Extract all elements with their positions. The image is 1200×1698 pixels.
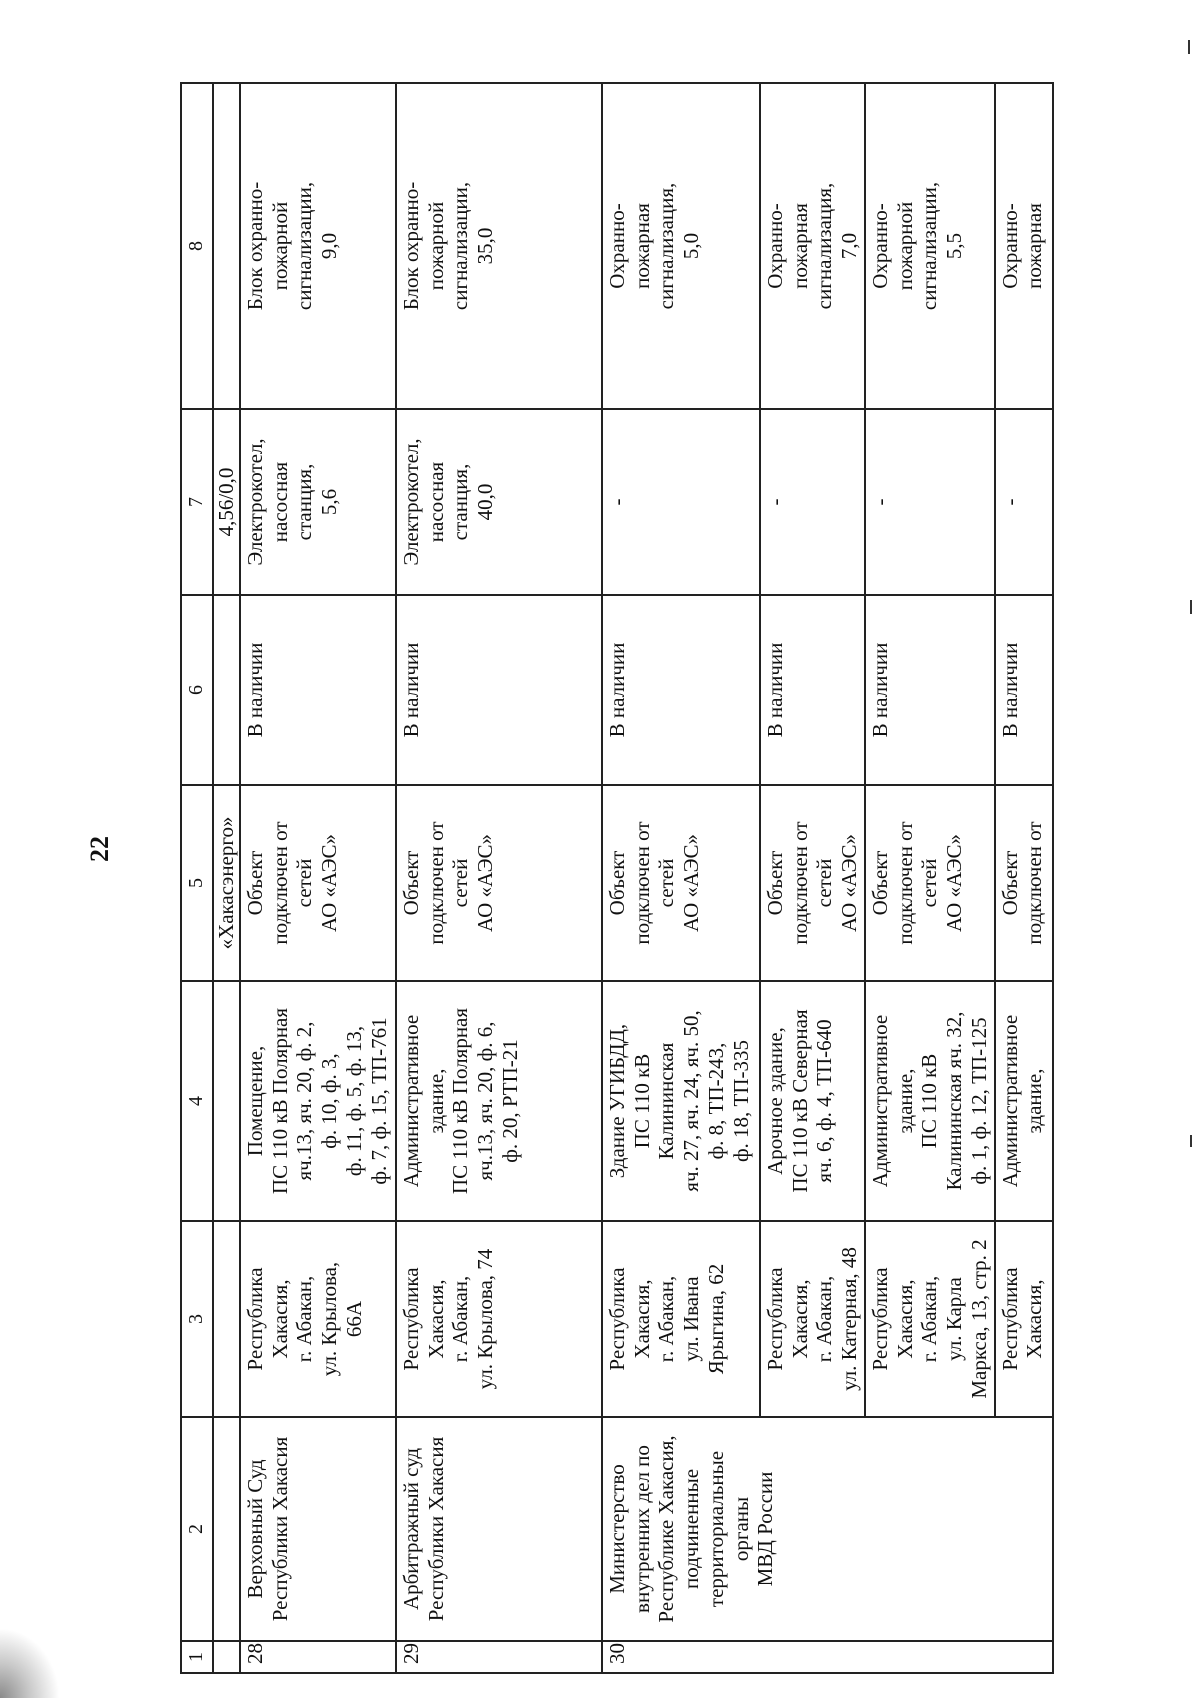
rotated-table-wrapper	[180, 84, 1110, 1674]
column-number: 5	[181, 785, 213, 981]
security-cell: Охранно- пожарная	[995, 83, 1053, 409]
address-cell: Республика Хакасия,	[995, 1221, 1053, 1417]
availability-cell: В наличии	[602, 595, 760, 785]
table-cell	[213, 981, 240, 1221]
table-row	[602, 83, 760, 1673]
equipment-cell: Электрокотел, насосная станция, 40,0	[396, 409, 602, 595]
address-cell: Республика Хакасия, г. Абакан, ул. Крылова, 74	[396, 1221, 602, 1417]
connection-cell: Объект подключен от сетей АО «АЭС»	[602, 785, 760, 981]
data-table	[180, 82, 1054, 1674]
equipment-cell: -	[602, 409, 760, 595]
organization-cell: Арбитражный суд Республики Хакасия	[396, 1417, 602, 1641]
table-cell	[213, 1417, 240, 1641]
page-number: 22	[85, 836, 114, 862]
connection-cell: Объект подключен от сетей АО «АЭС»	[865, 785, 995, 981]
row-number: 28	[240, 1641, 396, 1673]
scan-artifact	[0, 1628, 60, 1698]
security-cell: Блок охранно- пожарной сигнализации, 9,0	[240, 83, 396, 409]
continuation-row	[213, 83, 240, 1673]
table-row	[396, 83, 602, 1673]
security-cell: Охранно- пожарная сигнализация, 5,0	[602, 83, 760, 409]
scan-mark	[1190, 600, 1192, 614]
connection-cell: Объект подключен от сетей АО «АЭС»	[240, 785, 396, 981]
column-number-row	[181, 83, 213, 1673]
table-cell	[213, 1641, 240, 1673]
column-number: 7	[181, 409, 213, 595]
availability-cell: В наличии	[396, 595, 602, 785]
address-cell: Республика Хакасия, г. Абакан, ул. Катерная, 48	[760, 1221, 865, 1417]
connection-cell: Объект подключен от	[995, 785, 1053, 981]
column-number: 8	[181, 83, 213, 409]
table-row	[240, 83, 396, 1673]
equipment-continuation: 4,56/0,0	[213, 409, 240, 595]
connection-continuation: «Хакасэнерго»	[213, 785, 240, 981]
address-cell: Республика Хакасия, г. Абакан, ул. Крылова, 66А	[240, 1221, 396, 1417]
equipment-cell: -	[865, 409, 995, 595]
object-cell: Административное здание, ПС 110 кВ Полярная яч.13, яч. 20, ф. 6, ф. 20, РТП-21	[396, 981, 602, 1221]
table-cell	[213, 1221, 240, 1417]
object-cell: Помещение, ПС 110 кВ Полярная яч.13, яч. 20, ф. 2, ф. 10, ф. 3, ф. 11, ф. 5, ф. 13, ф. 7, ф. 15, ТП-761	[240, 981, 396, 1221]
scan-mark	[1190, 1135, 1192, 1147]
scan-mark	[1188, 40, 1190, 54]
column-number: 3	[181, 1221, 213, 1417]
object-cell: Административное здание,	[995, 981, 1053, 1221]
row-number: 30	[602, 1641, 1053, 1673]
security-cell: Охранно- пожарная сигнализация, 7,0	[760, 83, 865, 409]
column-number: 6	[181, 595, 213, 785]
equipment-cell: Электрокотел, насосная станция, 5,6	[240, 409, 396, 595]
column-number: 1	[181, 1641, 213, 1673]
row-number: 29	[396, 1641, 602, 1673]
table-cell	[213, 595, 240, 785]
availability-cell: В наличии	[760, 595, 865, 785]
connection-cell: Объект подключен от сетей АО «АЭС»	[760, 785, 865, 981]
equipment-cell: -	[995, 409, 1053, 595]
connection-cell: Объект подключен от сетей АО «АЭС»	[396, 785, 602, 981]
address-cell: Республика Хакасия, г. Абакан, ул. Ивана Ярыгина, 62	[602, 1221, 760, 1417]
organization-cell: Верховный Суд Республики Хакасия	[240, 1417, 396, 1641]
equipment-cell: -	[760, 409, 865, 595]
organization-cell: Министерство внутренних дел по Республике Хакасия, подчиненные территориальные органы МВД России	[602, 1417, 1053, 1641]
availability-cell: В наличии	[995, 595, 1053, 785]
column-number: 2	[181, 1417, 213, 1641]
column-number: 4	[181, 981, 213, 1221]
address-cell: Республика Хакасия, г. Абакан, ул. Карла Маркса, 13, стр. 2	[865, 1221, 995, 1417]
table-cell	[213, 83, 240, 409]
security-cell: Блок охранно- пожарной сигнализации, 35,0	[396, 83, 602, 409]
object-cell: Административное здание, ПС 110 кВ Калининская яч. 32, ф. 1, ф. 12, ТП-125	[865, 981, 995, 1221]
security-cell: Охранно- пожарной сигнализации, 5,5	[865, 83, 995, 409]
availability-cell: В наличии	[240, 595, 396, 785]
availability-cell: В наличии	[865, 595, 995, 785]
object-cell: Арочное здание, ПС 110 кВ Северная яч. 6, ф. 4, ТП-640	[760, 981, 865, 1221]
object-cell: Здание УГИБДД, ПС 110 кВ Калининская яч. 27, яч. 24, яч. 50, ф. 8, ТП-243, ф. 18, ТП-335	[602, 981, 760, 1221]
